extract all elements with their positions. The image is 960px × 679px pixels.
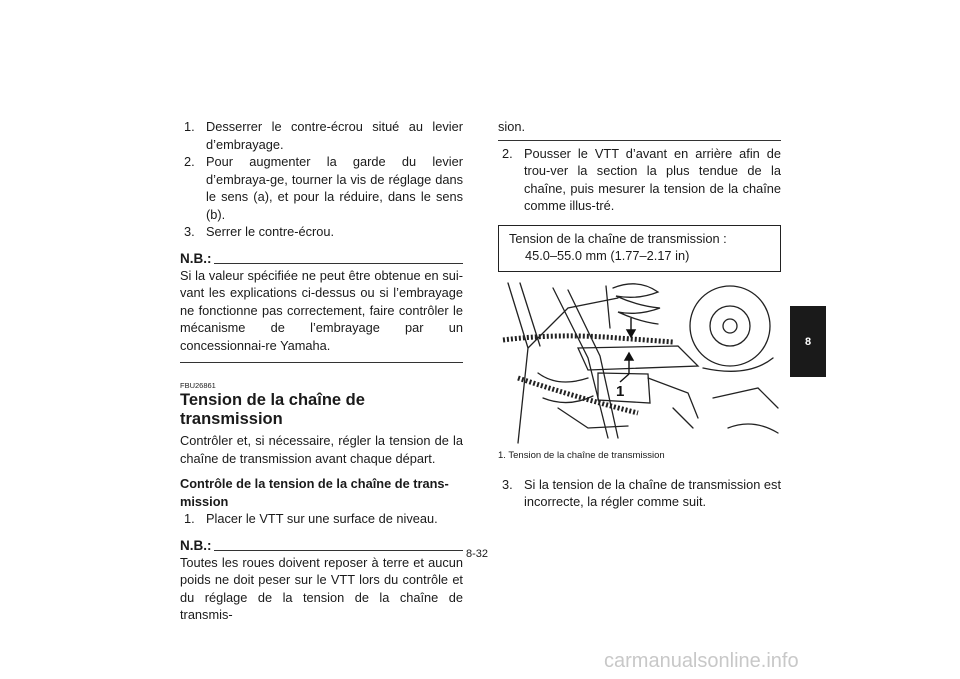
note-title: N.B.: (180, 537, 212, 553)
step-number: 3. (184, 224, 195, 239)
spec-label: Tension de la chaîne de transmission : (509, 230, 727, 246)
list-item (180, 153, 463, 223)
chapter-tab: 8 (790, 306, 826, 377)
list-item (498, 145, 781, 215)
page-number: 8-32 (466, 548, 489, 560)
step-text: Desserrer le contre-écrou situé au levier d’embrayage. (206, 119, 463, 152)
note-text-continued: sion. (498, 119, 526, 134)
note-header (180, 538, 463, 554)
list-item (180, 223, 463, 241)
step-number: 2. (184, 154, 195, 169)
list-item (498, 476, 781, 511)
step-number: 2. (502, 145, 513, 161)
note-title: N.B.: (180, 250, 212, 266)
left-column (180, 118, 463, 624)
chain-tension-illustration (498, 278, 781, 448)
subheading: Contrôle de la tension de la chaîne de trans-mission (180, 476, 449, 509)
spec-value: 45.0–55.0 mm (1.77–2.17 in) (525, 248, 690, 263)
step-text: Pour augmenter la garde du levier d’embraya-ge, tourner la vis de réglage dans le sens (a), et pour la réduire, dans le sens (b). (206, 154, 463, 222)
note-end-rule (180, 362, 463, 363)
callout-label: 1 (616, 382, 625, 400)
spec-box (498, 225, 781, 272)
note-rule (214, 263, 464, 264)
list-item (180, 118, 463, 153)
step-number: 1. (184, 511, 195, 526)
right-column (498, 118, 781, 511)
step-number: 3. (502, 476, 513, 492)
section-title: Tension de la chaîne de transmission (180, 391, 365, 428)
illustration-drawing (498, 278, 781, 448)
watermark-text: carmanualsonline.info (604, 650, 799, 672)
step-text: Serrer le contre-écrou. (206, 224, 335, 239)
intro-paragraph: Contrôler et, si nécessaire, régler la tension de la chaîne de transmission avant chaque départ. (180, 433, 463, 466)
list-item (180, 510, 463, 528)
step-text: Pousser le VTT d’avant en arrière afin de trou-ver la section la plus tendue de la chaîne, puis mesurer la tension de la chaîne comme illus-tré. (524, 145, 781, 213)
figure-caption: 1. Tension de la chaîne de transmission (498, 449, 665, 461)
note-text: Si la valeur spécifiée ne peut être obtenue en sui-vant les explications ci-dessus ou si l’embrayage ne fonctionne pas correctement, faire contrôler le mécanisme de l’embrayage par un concessionnai-re Yamaha. (180, 267, 463, 353)
note-text: Toutes les roues doivent reposer à terre et aucun poids ne doit peser sur le VTT lors du contrôle et du réglage de la tension de la chaîne de transmis- (180, 554, 463, 622)
step-number: 1. (184, 119, 195, 134)
step-text: Si la tension de la chaîne de transmission est incorrecte, la régler comme suit. (524, 476, 781, 509)
note-header (180, 251, 463, 267)
note-end-rule (498, 140, 781, 141)
note-rule (214, 550, 464, 551)
step-text: Placer le VTT sur une surface de niveau. (206, 511, 438, 526)
section-code: FBU26861 (180, 381, 216, 390)
